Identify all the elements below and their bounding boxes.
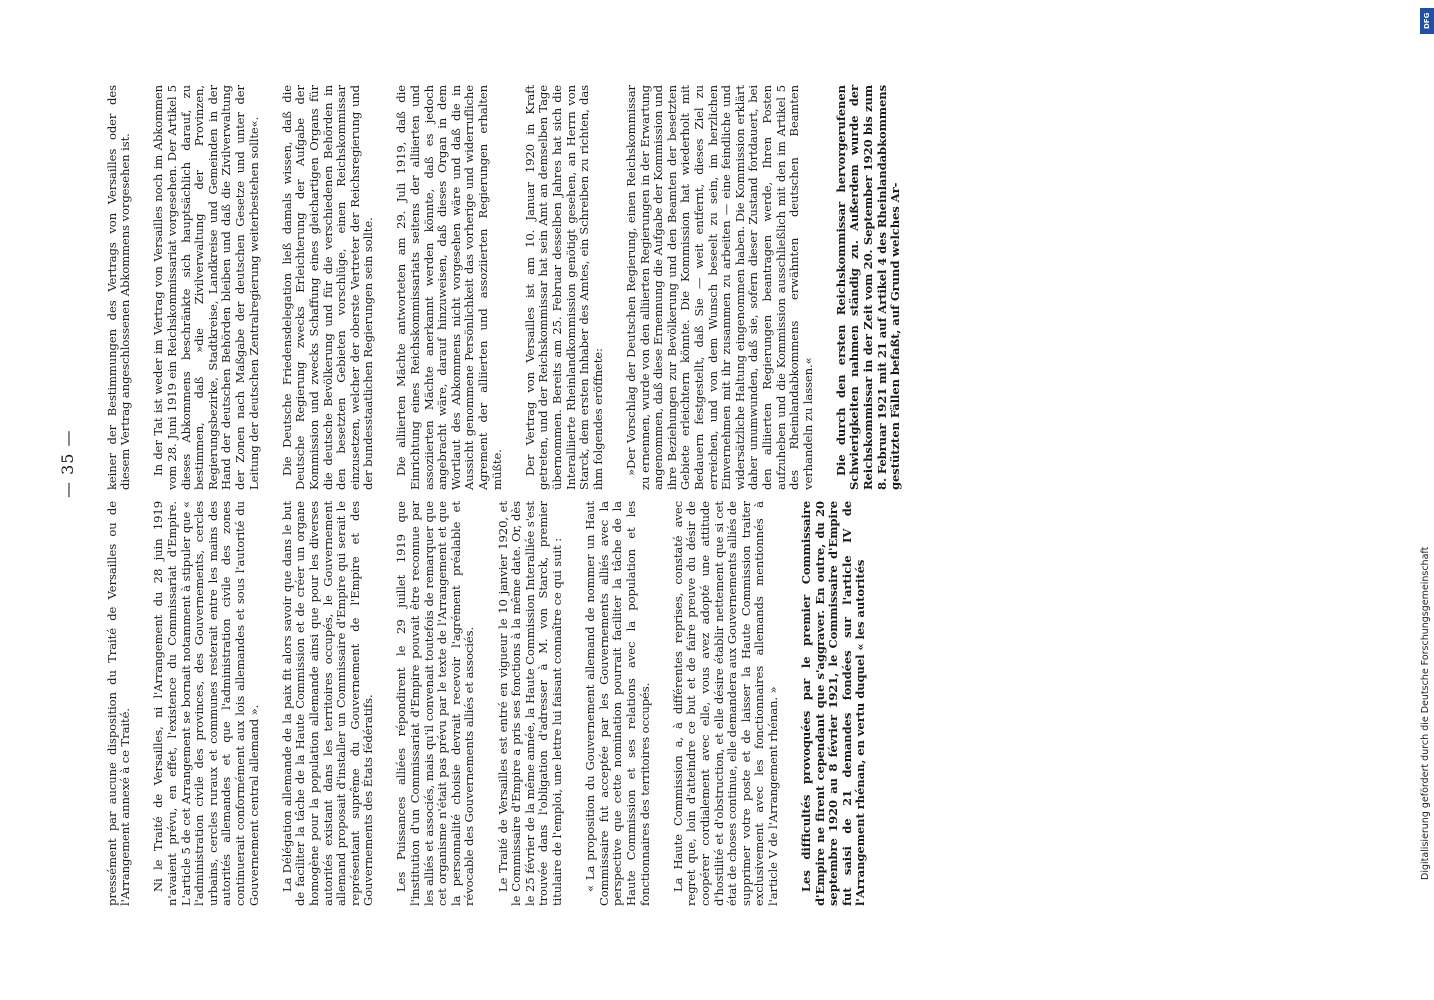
german-paragraph-6: »Der Vorschlag der Deutschen Regierung, einen Reichskommissar zu ernennen, wurde von den alliierten Regierungen in der Erwartung angenommen, daß diese Ernennung die Aufgabe der Kommission und ihre Beziehungen zur Bevölkerung und den Beamten der besetzten Gebiete erleichtern könnte. Die Kommission hat wiederholt mit Bedauern festgestellt, daß Sie — weit entfernt, dieses Ziel zu erreichen, und von dem Wunsch beseelt zu sein, im herzlichen Einvernehmen mit ihr zusammen zu arbeiten — eine feindliche und widersätzliche Haltung eingenommen haben. Die Kommission erklärt daher unumwunden, daß sie, sofern dieser Zustand fortdauert, bei den alliierten Regierungen beantragen werde, Ihren Posten aufzuheben und die Kommission ausschließlich mit den im Artikel 5 des Rheinlandabkommens erwähnten deutschen Beamten verhandeln zu lassen.« xyxy=(623,85,815,490)
french-column xyxy=(92,501,888,906)
german-paragraph-4: Die alliierten Mächte antworteten am 29. Juli 1919, daß die Einrichtung eines Reichskommissariats seitens der alliierten und assoziierten Mächte anerkannt werden könnte, daß es jedoch angebracht wäre, darauf hinzuweisen, daß dieses Organ in dem Wortlaut des Abkommens nicht vorgesehen wäre und daß die in Aussicht genommene Persönlichkeit das vorherige und widerrufliche Agrement der alliierten und assoziierten Regierungen erhalten müßte. xyxy=(394,85,504,490)
french-paragraph-6: « La proposition du Gouvernement allemand de nommer un Haut Commissaire fut acceptée par les Gouvernements alliés avec la perspective que cette nomination pourrait faciliter la tâche de la Haute Commission et ses relations avec la population et les fonctionnaires des territoires occupés. xyxy=(583,501,652,906)
page-number: — 35 — xyxy=(58,429,77,498)
french-paragraph-5: Le Traité de Versailles est entré en vigueur le 10 janvier 1920, et le Commissaire d'Empire a pris ses fonctions à la même date. Or, dès le 25 février de la même année, la Haute Commission Interalliée s'est trouvée dans l'obligation d'adresser à M. von Starck, premier titulaire de l'emploi, une lettre lui faisant connaître ce qui suit : xyxy=(495,501,564,906)
french-paragraph-2: Ni le Traité de Versailles, ni l'Arrangement du 28 juin 1919 n'avaient prévu, en effet, l'existence du Commissariat d'Empire. L'article 5 de cet Arrangement se bornait notamment à stipuler que « l'administration civile des provinces, des Gouvernements, cercles urbains, cercles ruraux et communes resterait entre les mains des autorités allemandes et que l'administration civile des zones continuerait conformément aux lois allemandes et sous l'autorité du Gouvernement central allemand ». xyxy=(151,501,261,906)
german-paragraph-2: In der Tat ist weder im Vertrag von Versailles noch im Abkommen vom 28. Juni 1919 ein Reichskommissariat vorgesehen. Der Artikel 5 dieses Abkommens beschränkte sich hauptsächlich darauf, zu bestimmen, daß »die Zivilverwaltung der Provinzen, Regierungsbezirke, Stadtkreise, Landkreise und Gemeinden in der Hand der deutschen Behörden bleiben und daß die Zivilverwaltung der Zonen nach Maßgabe der deutschen Gesetze und unter der Leitung der deutschen Zentralregierung weiterbestehen sollte«. xyxy=(151,85,261,490)
french-paragraph-4: Les Puissances alliées répondirent le 29 juillet 1919 que l'institution d'un Commissariat d'Empire pouvait être reconnue par les alliés et associés, mais qu'il convenait toutefois de remarquer que cet organisme n'était pas prévu par le texte de l'Arrangement et que la personnalité choisie devrait recevoir l'agrément préalable et révocable des Gouvernements alliés et associés. xyxy=(394,501,477,906)
german-paragraph-3: Die Deutsche Friedensdelegation ließ damals wissen, daß die Deutsche Regierung zwecks Erleichterung der Aufgabe der Kommission und zwecks Schaffung eines gleichartigen Organs für die deutsche Bevölkerung und für die verschiedenen Behörden in den besetzten Gebieten vorschlüge, einen Reichskommissar einzusetzen, welcher der oberste Vertreter der Reichsregierung und der bundesstaatlichen Regierungen sein sollte. xyxy=(279,85,376,490)
german-paragraph-1: keiner der Bestimmungen des Vertrags von Versailles oder des diesem Vertrag angeschlossenen Abkommens vorgesehen ist. xyxy=(104,85,133,490)
french-paragraph-8: Les difficultés provoquées par le premier Commissaire d'Empire ne firent cependant que s'aggraver. En outre, du 20 septembre 1920 au 8 février 1921, le Commissaire d'Empire fut saisi de 21 demandes fondées sur l'article IV de l'Arrangement rhénan, en vertu duquel « les autorités xyxy=(799,501,868,906)
french-paragraph-1: pressément par aucune disposition du Traité de Versailles ou de l'Arrangement annexé à ce Traité. xyxy=(104,501,133,906)
dfg-logo: DFG xyxy=(1420,8,1434,34)
french-paragraph-7: La Haute Commission a, à différentes reprises, constaté avec regret que, loin d'atteindre ce but et de faire preuve du désir de coopérer cordialement avec elle, vous avez adopté une attitude d'hostilité et d'obstruction, et elle désire établir nettement que si cet état de choses continue, elle demandera aux Gouvernements alliés de supprimer votre poste et de laisser la Haute Commission traiter exclusivement avec les fonctionnaires allemands mentionnés à l'article V de l'Arrangement rhénan. » xyxy=(670,501,780,906)
digitization-credit: Digitalisierung gefördert durch die Deutsche Forschungsgemeinschaft xyxy=(1420,546,1431,880)
german-paragraph-7: Die durch den ersten Reichskommissar hervorgerufenen Schwierigkeiten nahmen ständig zu. Außerdem wurde der Reichskommissar in der Zeit vom 20. September 1920 bis zum 8. Februar 1921 mit 21 auf Artikel 4 des Rheinlandabkommens gestützten Fällen befaßt, auf Grund welches Ar- xyxy=(833,85,903,490)
french-paragraph-3: La Délégation allemande de la paix fit alors savoir que dans le but de faciliter la tâche de la Haute Commission et de créer un organe homogène pour la population allemande ainsi que pour les diverses autorités existant dans les territoires occupés, le Gouvernement allemand proposait d'installer un Commissaire d'Empire qui serait le représentant suprême du Gouvernement de l'Empire et des Gouvernements des États fédératifs. xyxy=(279,501,376,906)
german-paragraph-5: Der Vertrag von Versailles ist am 10. Januar 1920 in Kraft getreten, und der Reichskommissar hat sein Amt an demselben Tage übernommen. Bereits am 25. Februar desselben Jahres hat sich die Interalliierte Rheinlandkommission genötigt gesehen, an Herrn von Starck, dem ersten Inhaber des Amtes, ein Schreiben zu richten, das ihm folgendes eröffnete: xyxy=(522,85,605,490)
german-column xyxy=(92,85,922,490)
